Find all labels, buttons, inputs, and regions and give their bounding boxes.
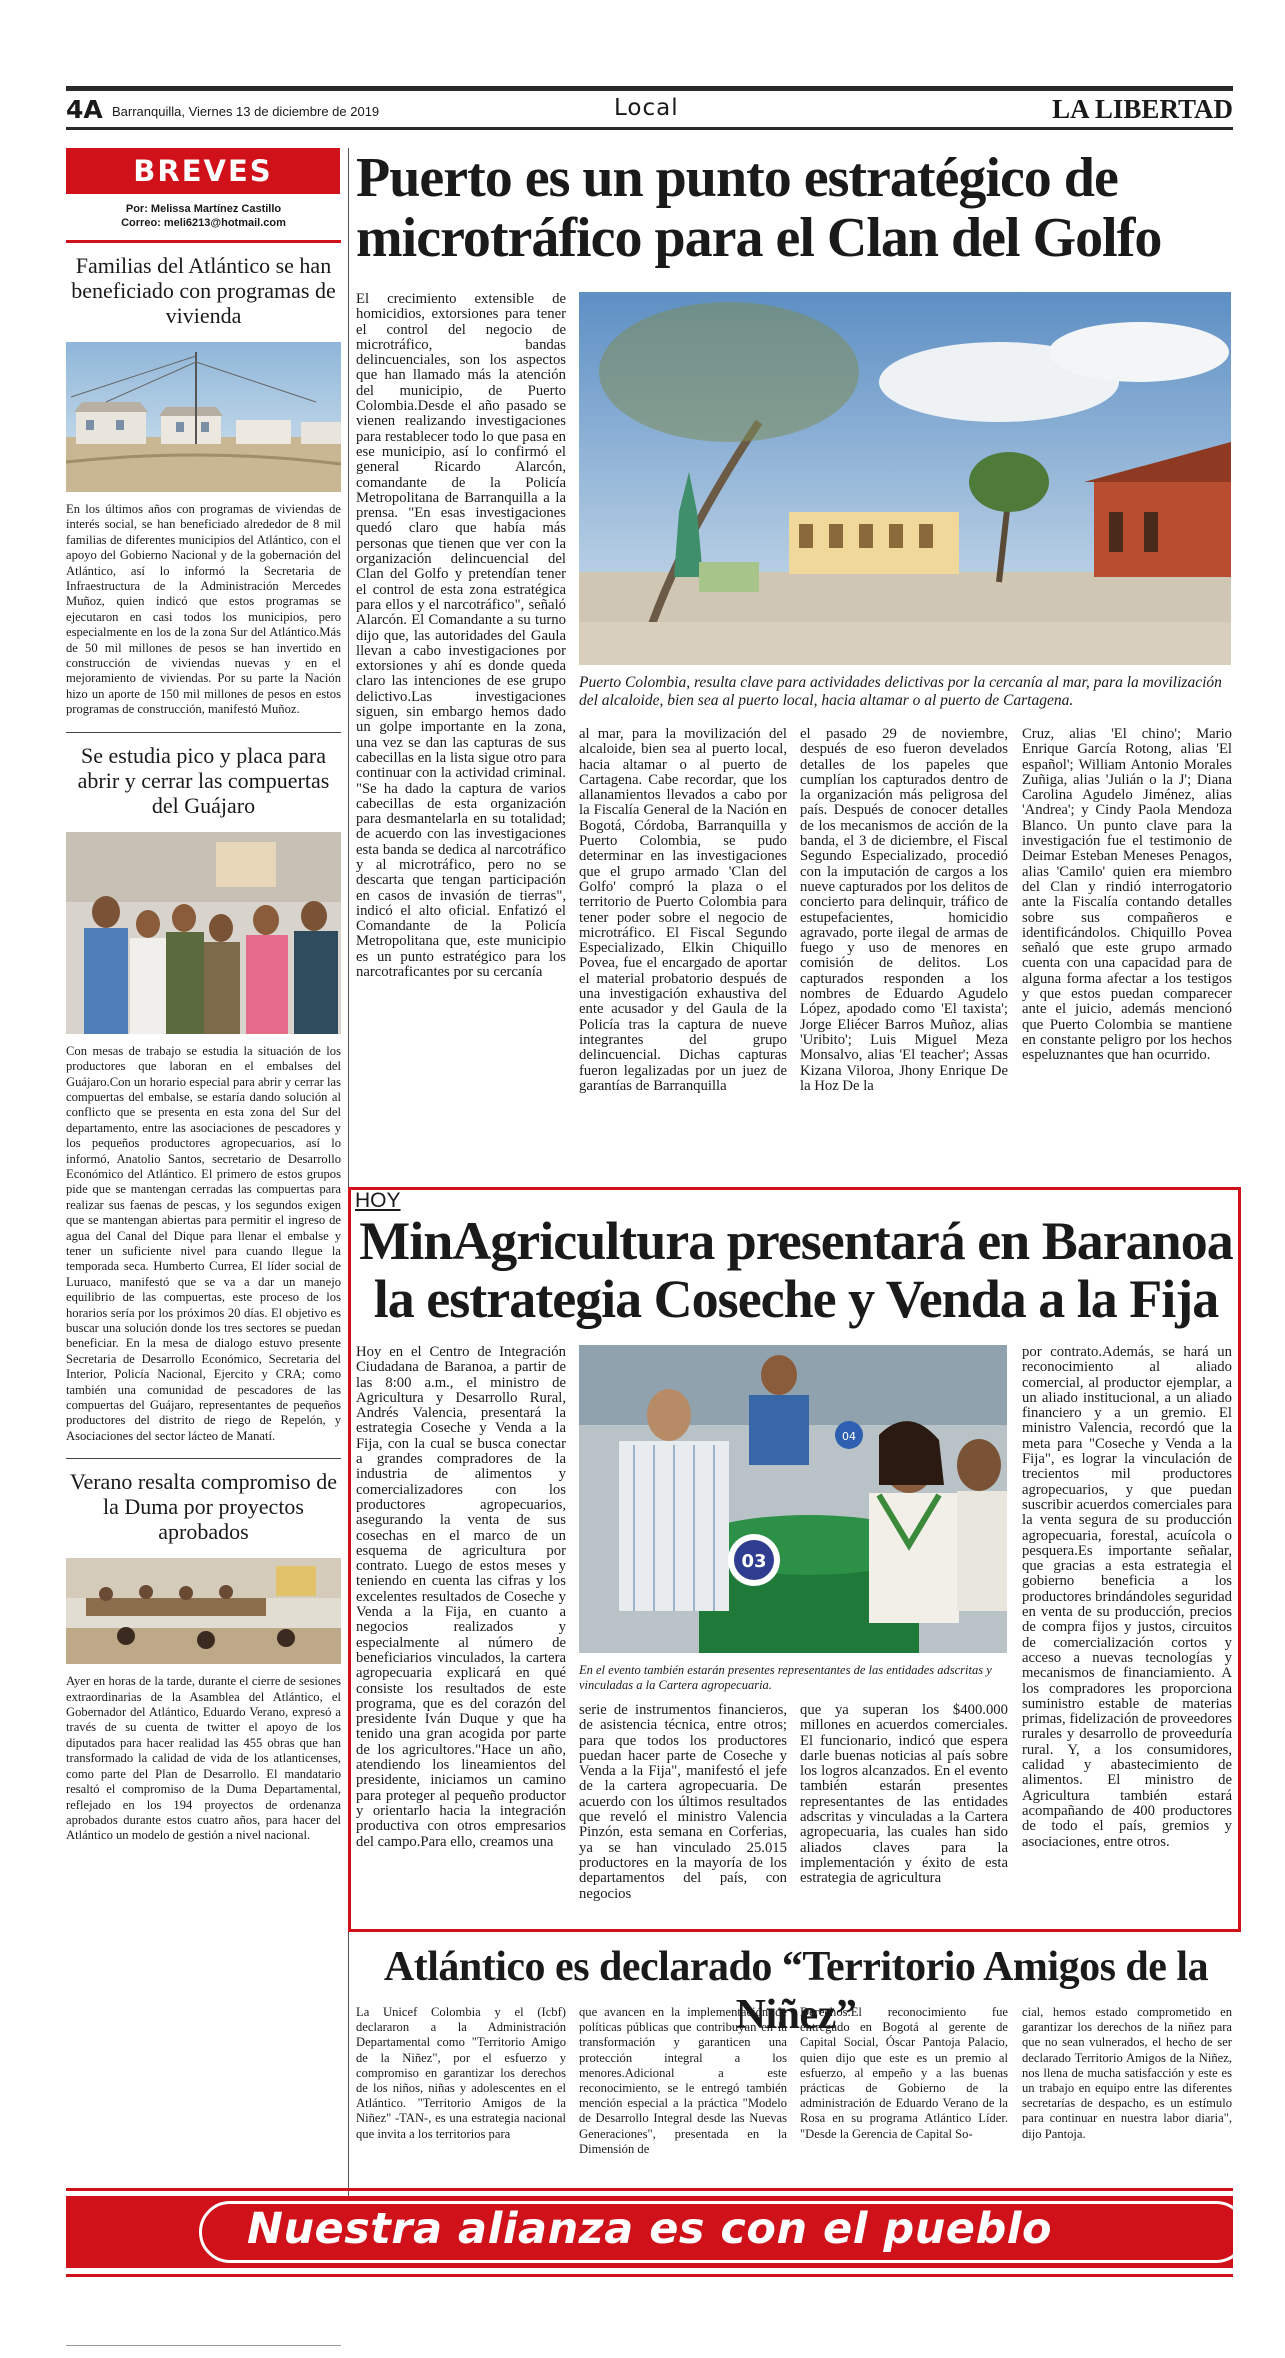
feature-column-2: serie de instrumentos financieros, de asistencia técnica, entre otros; para que todos los productores puedan hacer parte de Coseche y Venda a la Fija", manifestó el jefe de la cartera agropecuaria. De acuerdo con los últimos resultados que reveló el ministro Valencia Pinzón, esta semana en Corferias, ya se han vinculado 25.015 productores en la mayoría de los departamentos del país, con negocios [579,1703,787,1902]
lead-column-1: El crecimiento extensible de homicidios, extorsiones para tener el control del negocio de microtráfico, bandas delincuenciales, son los aspectos que han llamado más la atención del municipio, de Puerto Colombia.Desde el año pasado se vienen realizando investigaciones para restablecer todo lo que pasa en ese municipio, así lo confirmó el general Ricardo Alarcón, comandante de la Policía Metropolitana de Barranquilla a la prensa. "En esas investigaciones quedó claro que había más personas que tienen que ver con la organización delincuencial del Clan del Golfo y pretendían tener el control de esta zona estratégica para ellos y el narcotráfico", señaló Alarcón. El Comandante a su turno dijo que, las autoridades del Gaula llevan a cabo investigaciones por extorsiones y ahí es donde queda claro las intenciones de ese grupo delictivo.Las investigaciones siguen, sin embargo hemos dado un golpe importante en la zona, una vez se dan las capturas de sus cabecillas en la lista sigue otro para continuar con la actividad criminal. "Se ha dado la captura de varios cabecillas de esta organización para desmantelarla en su totalidad; de acuerdo con las investigaciones esta banda se dedica al narcotráfico y al microtráfico, pero no se descarta que tengan participación en casos de invasión de tierras", indicó el alto oficial. Enfatizó el Comandante de la Policía Metropolitana que, este municipio es un punto estratégico para los narcotraficantes por su cercanía [356,292,566,981]
group-image [66,832,341,1034]
asamblea-photo [66,1558,341,1664]
assembly-image [66,1558,341,1664]
lead-column-3: el pasado 29 de noviembre, después de eso fueron develados detalles de los papeles que cumplían los capturados dentro de la organización más peligrosa del país. Después de conocer detalles de los mecanismos de acción de la banda, el 3 de diciembre, el Fiscal Segundo Especializado, procedió con la imputación de cargos a los nueve capturados por los delitos de concierto para delinquir, tráfico de estupefacientes, homicidio agravado, porte ilegal de armas de fuego y uso de menores en comisión de delitos. Los capturados responden a los nombres de Eduardo Agudelo López, apodado como 'El taxista'; Jorge Eliécer Barros Muñoz, alias 'Uribito'; Luis Miguel Meza Monsalvo, alias 'El teacher'; Assas Kizana Viloroa, Jhony Enrique De la Hoz De la [800,727,1008,1094]
masthead: LA LIBERTAD [1052,94,1233,124]
byline-email: Correo: meli6213@hotmail.com [121,217,286,229]
bottom-headline: Atlántico es declarado “Territorio Amigos de la Niñez” [383,1944,1209,2038]
slogan-banner [66,2196,1233,2268]
byline-author: Por: Melissa Martínez Castillo [125,203,282,215]
ministry-event-photo [579,1345,1007,1653]
bottom-column-2: que avancen en la implementación de políticas públicas que contribuyan en la transformación y garanticen una protección integral a los menores.Adicional a este reconocimiento, se le entregó también mención especial a la práctica "Modelo de Desarrollo Integral desde las Nuevas Generaciones", presentada en la Dimensión de [579,2005,787,2156]
breves-rule [66,240,341,243]
story-headline: Se estudia pico y placa para abrir y cerrar las compuertas del Guájaro [77,742,330,818]
bottom-column-4: cial, hemos estado comprometido en garantizar los derechos de la niñez para que no sean vulnerados, el hecho de ser declarado Territorio Amigos de la Niñez, nos llena de mucha satisfacción y este es un trabajo en equipo entre las diferentes secretarías de despacho, es un estímulo para continuar en nuestra labor diaria", dijo Pantoja. [1022,2005,1232,2141]
story-divider [66,1458,341,1459]
lead-headline: Puerto es un punto estratégico de microtráfico para el Clan del Golfo [356,147,1162,269]
housing-image [66,342,341,492]
lead-photo-caption: Puerto Colombia, resulta clave para actividades delictivas por la cercanía al mar, para la movilización del alcaloide, bien sea al puerto local, hacia altamar o al puerto de Cartagena. [579,674,1222,709]
feature-photo-caption: En el evento también estarán presentes representantes de las entidades adscritas y vinculadas a la Cartera agropecuaria. [579,1663,992,1692]
feature-kicker: HOY [355,1189,401,1212]
footer-rule [66,2345,341,2346]
feature-column-4: por contrato.Además, se hará un reconocimiento al aliado comercial, al productor ejemplar, a un aliado institucional, a un aliado financiero y a un gremio. El ministro Valencia, recordó que la meta para "Coseche y Venda a la Fija", es lograr la vinculación de trecientos mil productores agropecuarios, y que puedan suscribir acuerdos comerciales para la venta segura de su producción agropecuaria, forestal, acuícola o pesquera.Es importante señalar, que gracias a esta estrategia el gobierno beneficia a los productores brindándoles seguridad en venta de su producción, precios de compra fijos y justos, circuitos de comercialización cortos y acceso a nuevas tecnologías y mecanismos de financiamiento. A los compradores les proporciona suministro estable de materias primas, fidelización de proveedores rurales y desarrollo de proveeduría rural. Y, a los consumidores, calidad y abastecimiento de alimentos. El ministro de Agricultura también estará acompañando de 400 productores de todo el país, gremios y asociaciones, entre otros. [1022,1345,1232,1850]
byline [66,202,341,230]
breves-title: BREVES [66,148,340,194]
lead-column-4: Cruz, alias 'El chino'; Mario Enrique García Rotong, alias 'El español'; William Antonio Morales Zuñiga, alias 'Julián o la J'; Diana Carolina Agudelo Jiménez, alias 'Andrea'; y Cindy Paola Mendoza Blanco. Un punto clave para la investigación fue el testimonio de Deimar Esteban Meneses Penagos, alias 'Camilo' quien era miembro del Clan y rindió interrogatorio ante la Fiscalía contando detalles sobre sus compañeros e identificándolos. Chiquillo Povea señaló que este grupo armado cuenta con una capacidad para de alguna forma afectar a los testigos y que estos puedan comparecer ante el juicio, además mencionó que Puerto Colombia se mantiene en constante peligro por los hechos espeluznantes que han ocurrido. [1022,727,1232,1064]
plaza-image [579,292,1231,665]
housing-photo [66,342,341,492]
story-headline: Verano resalta compromiso de la Duma por proyectos aprobados [70,1469,337,1545]
guajaro-photo [66,832,341,1034]
section-name: Local [614,95,679,121]
page-header [66,93,1233,125]
puerto-colombia-photo [579,292,1231,665]
feature-column-3: que ya superan los $400.000 millones en acuerdos comerciales. El funcionario, indicó que espera darle buenas noticias al país sobre los logros alcanzados. En el evento también estarán presentes representantes de las entidades adscritas y vinculadas a la Cartera agropecuaria, las cuales han sido aliados claves para la implementación y éxito de esta estrategia de agricultura [800,1703,1008,1887]
story-body: Con mesas de trabajo se estudia la situación de los productores que laboran en el embalses del Guájaro.Con un horario especial para abrir y cerrar las compuertas del embalse, se estaría dando solución al conflicto que se presenta en esta zona del Sur del departamento, entre las asociaciones de pescadores y los pequeños productores agropecuarios, así lo informó, Anatolio Santos, secretario de Desarrollo Económico del Atlántico. El primero de estos grupos pide que se mantengan cerradas las compuertas para realizar sus faenas de pescas, y los segundos exigen que se mantengan abiertas para permitir el ingreso de agua del Canal del Dique para llenar el embalse y tener un suficiente nivel para cuando llegue la temporada seca. Humberto Currea, El líder social de Luruaco, manifestó que se va a dar un manejo equilibrio de las compuertas, este proceso de los horarios sería por los próximos 20 días. El objetivo es buscar una solución donde los tres sectores se puedan beneficiar. En la mesa de dialogo estuvo presente Secretaria de Desarrollo Económico, Secretaria del Interior, Policía Nacional, Ejercito y CRA; como también una comunidad de pescadores de las compuertas del Guájaro, representantes de pequeños productores del distrito de riego de Repelón, y Asociaciones del sector lácteo de Manatí. [66,1043,341,1443]
banner-slogan: Nuestra alianza es con el pueblo [246,2204,1053,2254]
story-body: Ayer en horas de la tarde, durante el cierre de sesiones extraordinarias de la Asamblea del Atlántico, el Gobernador del Atlántico, Eduardo Verano, expresó a través de su cuenta de twitter el apoyo de los diputados para hacer realidad las 455 obras que han transformado la calidad de vida de los atlanticenses, como parte del Plan de Desarrollo. El mandatario resaltó el compromiso de la Duma Departamental, reflejado en los 194 proyectos de ordenanza aprobados durante estos cuatro años, para hacer del Atlántico un modelo de gestión a nivel nacional. [66,1674,341,1843]
lead-column-2: al mar, para la movilización del alcaloide, bien sea al puerto local, hacia altamar o al puerto de Cartagena. Cabe recordar, que los allanamientos llevados a cabo por la Fiscalía General de la Nación en Bogotá, Córdoba, Barranquilla y Puerto Colombia, se pudo determinar en las investigaciones que el grupo armado 'Clan del Golfo' compró la plaza o el territorio de Puerto Colombia para tener poder sobre el negocio de microtráfico. El Fiscal Segundo Especializado, Elkin Chiquillo Povea, fue el encargado de aportar el material probatorio después de una investigación exhaustiva del ente acusador y del Gaula de la Policía tras la captura de nueve integrantes del grupo delincuencial. Dichas capturas fueron legalizadas por un juez de garantías de Barranquilla [579,727,787,1094]
top-rule [66,86,1233,91]
svg-text:03: 03 [741,1551,767,1572]
banner-top-rule [66,2188,1233,2191]
page-number: 4A [66,95,103,124]
header-rule [66,127,1233,130]
svg-text:04: 04 [842,1430,856,1443]
banner-bottom-rule [66,2274,1233,2277]
event-image [579,1345,1007,1653]
bottom-column-1: La Unicef Colombia y el (Icbf) declararon a la Administración Departamental como "Territorio Amigo de la Niñez", por el esfuerzo y compromiso en garantizar los derechos de los niños, niñas y adolescentes en el Atlántico. "Territorio Amigos de la Niñez" -TAN-, es una estrategia nacional que invita a los territorios para [356,2005,566,2141]
dateline: Barranquilla, Viernes 13 de diciembre de 2019 [112,104,380,119]
bottom-column-3: Derechos.El reconocimiento fue entregado en Bogotá al gerente de Capital Social, Óscar Pantoja Palacio, quien dijo que este es un premio al esfuerzo, al empeño y a las buenas prácticas de Gobierno de la administración de Eduardo Verano de la Rosa en su programa Atlántico Líder. "Desde la Gerencia de Capital So- [800,2005,1008,2141]
breves-sidebar [66,148,341,1844]
story-headline: Familias del Atlántico se han beneficiado con programas de vivienda [71,253,336,328]
story-body: En los últimos años con programas de viviendas de interés social, se han beneficiado alrededor de 8 mil familias de diferentes municipios del Atlántico, con el apoyo del Gobierno Nacional y de la gobernación del Atlántico, así lo informó la Secretaria de Infraestructura de la Administración Mercedes Muñoz, quien indicó que estos programas se ejecutaron en casi todos los municipios, pero especialmente en los de la zona Sur del Atlántico.Más de 50 mil millones de pesos se han invertido en construcción de viviendas nuevas y en el mejoramiento de viviendas. Por su parte la Nación hizo un aporte de 150 mil millones de pesos en estos programas de construcción, manifestó Muñoz. [66,502,341,717]
story-divider [66,732,341,733]
feature-column-1: Hoy en el Centro de Integración Ciudadana de Baranoa, a partir de las 8:00 a.m., el ministro de Agricultura y Desarrollo Rural, Andrés Valencia, presentará la estrategia Coseche y Venda a la Fija, con la cual se busca conectar a grandes compradores de la industria de alimentos y comercializadores con los productores agropecuarios, asegurando la venta de sus cosechas en el marco de un esquema de agricultura por contrato. Luego de estos meses y teniendo en cuenta las cifras y los excelentes resultados de Coseche y Venda a la Fija, en cuanto a negocios realizados y especialmente al número de beneficiarios vinculados, la cartera agropecuaria explicará en qué consiste los resultados de este programa, que es del corazón del presidente Iván Duque y que ha tenido una gran acogida por parte de los agricultores."Hace un año, atendiendo los lineamientos del presidente, iniciamos un camino para proteger al pequeño productor y orientarlo hacia la integración productiva con otros empresarios del campo.Para ello, creamos una [356,1345,566,1850]
feature-headline: MinAgricultura presentará en Baranoa la estrategia Coseche y Venda a la Fija [359,1211,1233,1329]
